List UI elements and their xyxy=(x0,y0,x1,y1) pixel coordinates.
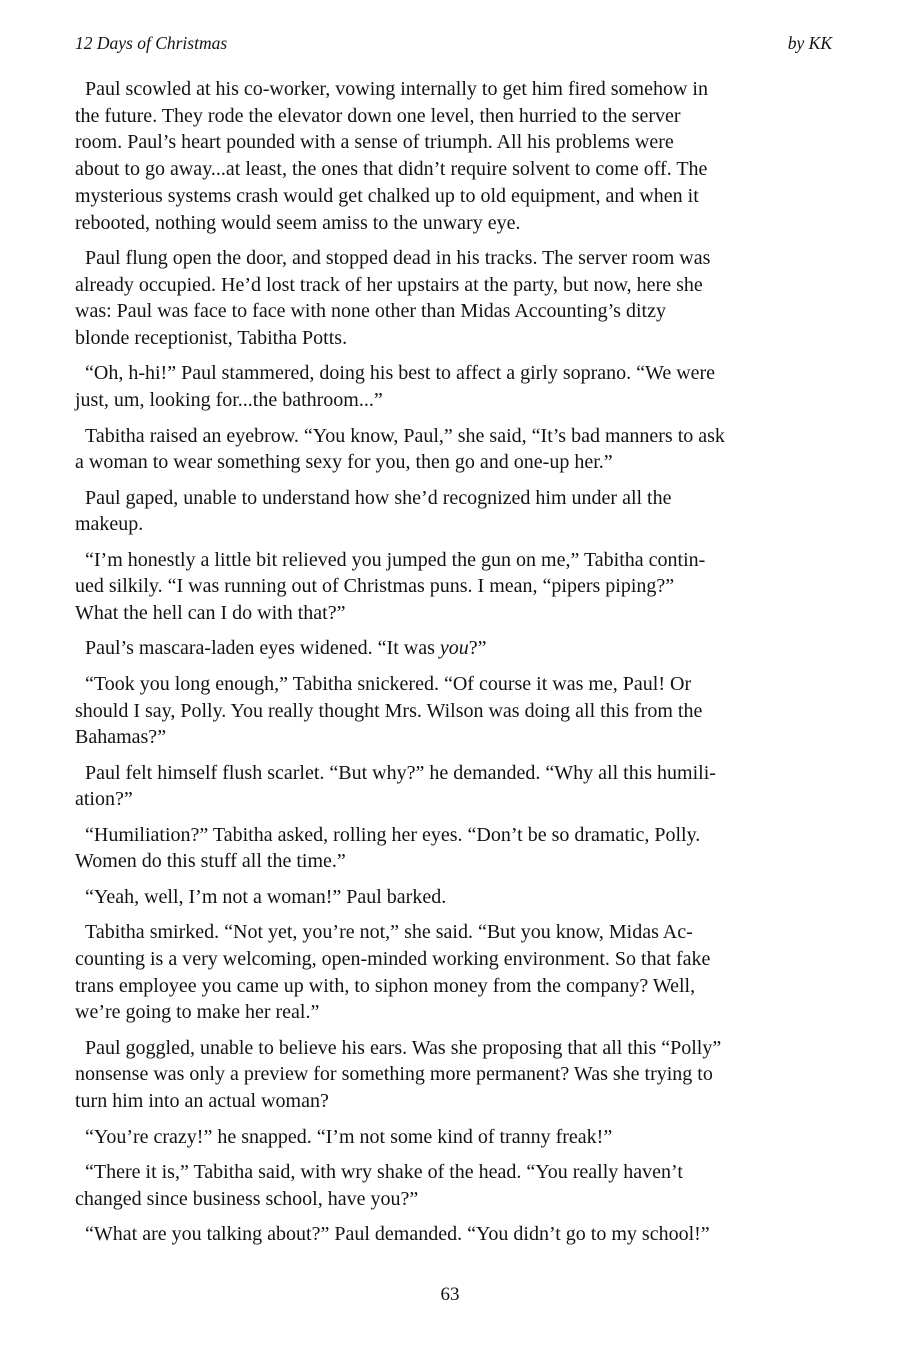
text-segment: ?” xyxy=(468,637,487,660)
paragraph xyxy=(75,822,837,875)
text-line xyxy=(75,298,837,325)
text-segment: Bahamas?” xyxy=(75,726,167,749)
text-segment: Paul gaped, unable to understand how she’d recognized him under all the xyxy=(85,486,672,509)
text-line xyxy=(75,103,837,130)
story-title: 12 Days of Christmas xyxy=(75,33,228,53)
page-header xyxy=(75,33,832,54)
paragraph xyxy=(75,884,837,911)
text-segment: turn him into an actual woman? xyxy=(75,1090,329,1113)
text-line xyxy=(75,999,837,1026)
paragraph xyxy=(75,423,837,476)
paragraph xyxy=(75,245,837,352)
text-segment: Women do this stuff all the time.” xyxy=(75,850,346,873)
paragraph xyxy=(75,919,837,1026)
text-segment: “There it is,” Tabitha said, with wry shake of the head. “You really haven’t xyxy=(85,1160,683,1183)
text-segment: a woman to wear something sexy for you, then go and one-up her.” xyxy=(75,451,613,474)
text-segment: nonsense was only a preview for something more permanent? Was she trying to xyxy=(75,1063,713,1086)
text-segment: blonde receptionist, Tabitha Potts. xyxy=(75,327,348,350)
text-segment: already occupied. He’d lost track of her upstairs at the party, but now, here she xyxy=(75,273,703,296)
text-segment: makeup. xyxy=(75,513,144,536)
text-segment: room. Paul’s heart pounded with a sense of triumph. All his problems were xyxy=(75,131,674,154)
text-segment: ued silkily. “I was running out of Christmas puns. I mean, “pipers piping?” xyxy=(75,575,675,598)
paragraph xyxy=(75,671,837,751)
text-segment: “What are you talking about?” Paul demanded. “You didn’t go to my school!” xyxy=(85,1223,710,1246)
text-segment: you xyxy=(439,637,469,660)
text-line xyxy=(75,245,837,272)
text-line xyxy=(75,360,837,387)
text-line xyxy=(75,1088,837,1115)
text-segment: counting is a very welcoming, open-minded working environment. So that fake xyxy=(75,947,711,970)
text-line xyxy=(75,1159,837,1186)
text-line xyxy=(75,156,837,183)
text-segment: rebooted, nothing would seem amiss to the unwary eye. xyxy=(75,211,521,234)
text-line xyxy=(75,919,837,946)
text-segment: “You’re crazy!” he snapped. “I’m not some kind of tranny freak!” xyxy=(85,1125,613,1148)
text-segment: “Oh, h-hi!” Paul stammered, doing his best to affect a girly soprano. “We were xyxy=(85,362,716,385)
text-line xyxy=(75,511,837,538)
text-line xyxy=(75,1186,837,1213)
text-segment: just, um, looking for...the bathroom...” xyxy=(75,389,383,412)
page-body xyxy=(75,76,837,1256)
text-line xyxy=(75,325,837,352)
page-number: 63 xyxy=(440,1284,460,1305)
text-line xyxy=(75,848,837,875)
text-line xyxy=(75,786,837,813)
text-line xyxy=(75,822,837,849)
text-line xyxy=(75,183,837,210)
text-line xyxy=(75,1061,837,1088)
text-segment: the future. They rode the elevator down one level, then hurried to the server xyxy=(75,104,681,127)
text-segment: Paul’s mascara-laden eyes widened. “It was xyxy=(85,637,440,660)
text-segment: Paul scowled at his co-worker, vowing internally to get him fired somehow in xyxy=(85,78,708,100)
paragraph xyxy=(75,1035,837,1115)
text-segment: Tabitha raised an eyebrow. “You know, Paul,” she said, “It’s bad manners to ask xyxy=(85,424,725,447)
text-line xyxy=(75,129,837,156)
text-segment: Paul felt himself flush scarlet. “But why?” he demanded. “Why all this humili- xyxy=(85,761,716,784)
text-segment: “Humiliation?” Tabitha asked, rolling her eyes. “Don’t be so dramatic, Polly. xyxy=(85,823,701,846)
paragraph xyxy=(75,547,837,627)
text-segment: was: Paul was face to face with none other than Midas Accounting’s ditzy xyxy=(75,300,666,323)
text-segment: we’re going to make her real.” xyxy=(75,1001,320,1024)
text-line xyxy=(75,573,837,600)
paragraph xyxy=(75,360,837,413)
text-line xyxy=(75,449,837,476)
paragraph xyxy=(75,76,837,236)
paragraph xyxy=(75,635,837,662)
text-line xyxy=(75,76,837,103)
text-segment: “I’m honestly a little bit relieved you jumped the gun on me,” Tabitha contin- xyxy=(85,548,706,571)
text-line xyxy=(75,635,837,662)
paragraph xyxy=(75,1159,837,1212)
text-line xyxy=(75,724,837,751)
paragraph xyxy=(75,1221,837,1248)
page-footer xyxy=(0,1284,900,1306)
author-credit: by KK xyxy=(787,33,832,53)
text-segment: Tabitha smirked. “Not yet, you’re not,” she said. “But you know, Midas Ac- xyxy=(85,921,693,944)
text-line xyxy=(75,600,837,627)
text-line xyxy=(75,884,837,911)
text-line xyxy=(75,973,837,1000)
text-segment: should I say, Polly. You really thought Mrs. Wilson was doing all this from the xyxy=(75,699,703,722)
text-line xyxy=(75,485,837,512)
text-line xyxy=(75,387,837,414)
text-segment: “Yeah, well, I’m not a woman!” Paul barked. xyxy=(85,885,447,908)
text-line xyxy=(75,547,837,574)
paragraph xyxy=(75,1124,837,1151)
text-line xyxy=(75,698,837,725)
text-segment: about to go away...at least, the ones that didn’t require solvent to come off. The xyxy=(75,158,708,181)
text-segment: “Took you long enough,” Tabitha snickered. “Of course it was me, Paul! Or xyxy=(85,672,692,695)
text-line xyxy=(75,946,837,973)
text-segment: trans employee you came up with, to siphon money from the company? Well, xyxy=(75,974,696,997)
text-segment: ation?” xyxy=(75,788,133,811)
text-line xyxy=(75,1221,837,1248)
text-line xyxy=(75,671,837,698)
text-line xyxy=(75,423,837,450)
text-line xyxy=(75,210,837,237)
text-line xyxy=(75,272,837,299)
text-segment: mysterious systems crash would get chalked up to old equipment, and when it xyxy=(75,184,699,207)
paragraph xyxy=(75,485,837,538)
text-line xyxy=(75,1124,837,1151)
text-segment: Paul flung open the door, and stopped dead in his tracks. The server room was xyxy=(85,246,711,269)
paragraph xyxy=(75,760,837,813)
text-segment: Paul goggled, unable to believe his ears. Was she proposing that all this “Polly” xyxy=(85,1036,722,1059)
text-line xyxy=(75,760,837,787)
text-segment: What the hell can I do with that?” xyxy=(75,602,346,625)
text-segment: changed since business school, have you?” xyxy=(75,1187,419,1210)
text-line xyxy=(75,1035,837,1062)
